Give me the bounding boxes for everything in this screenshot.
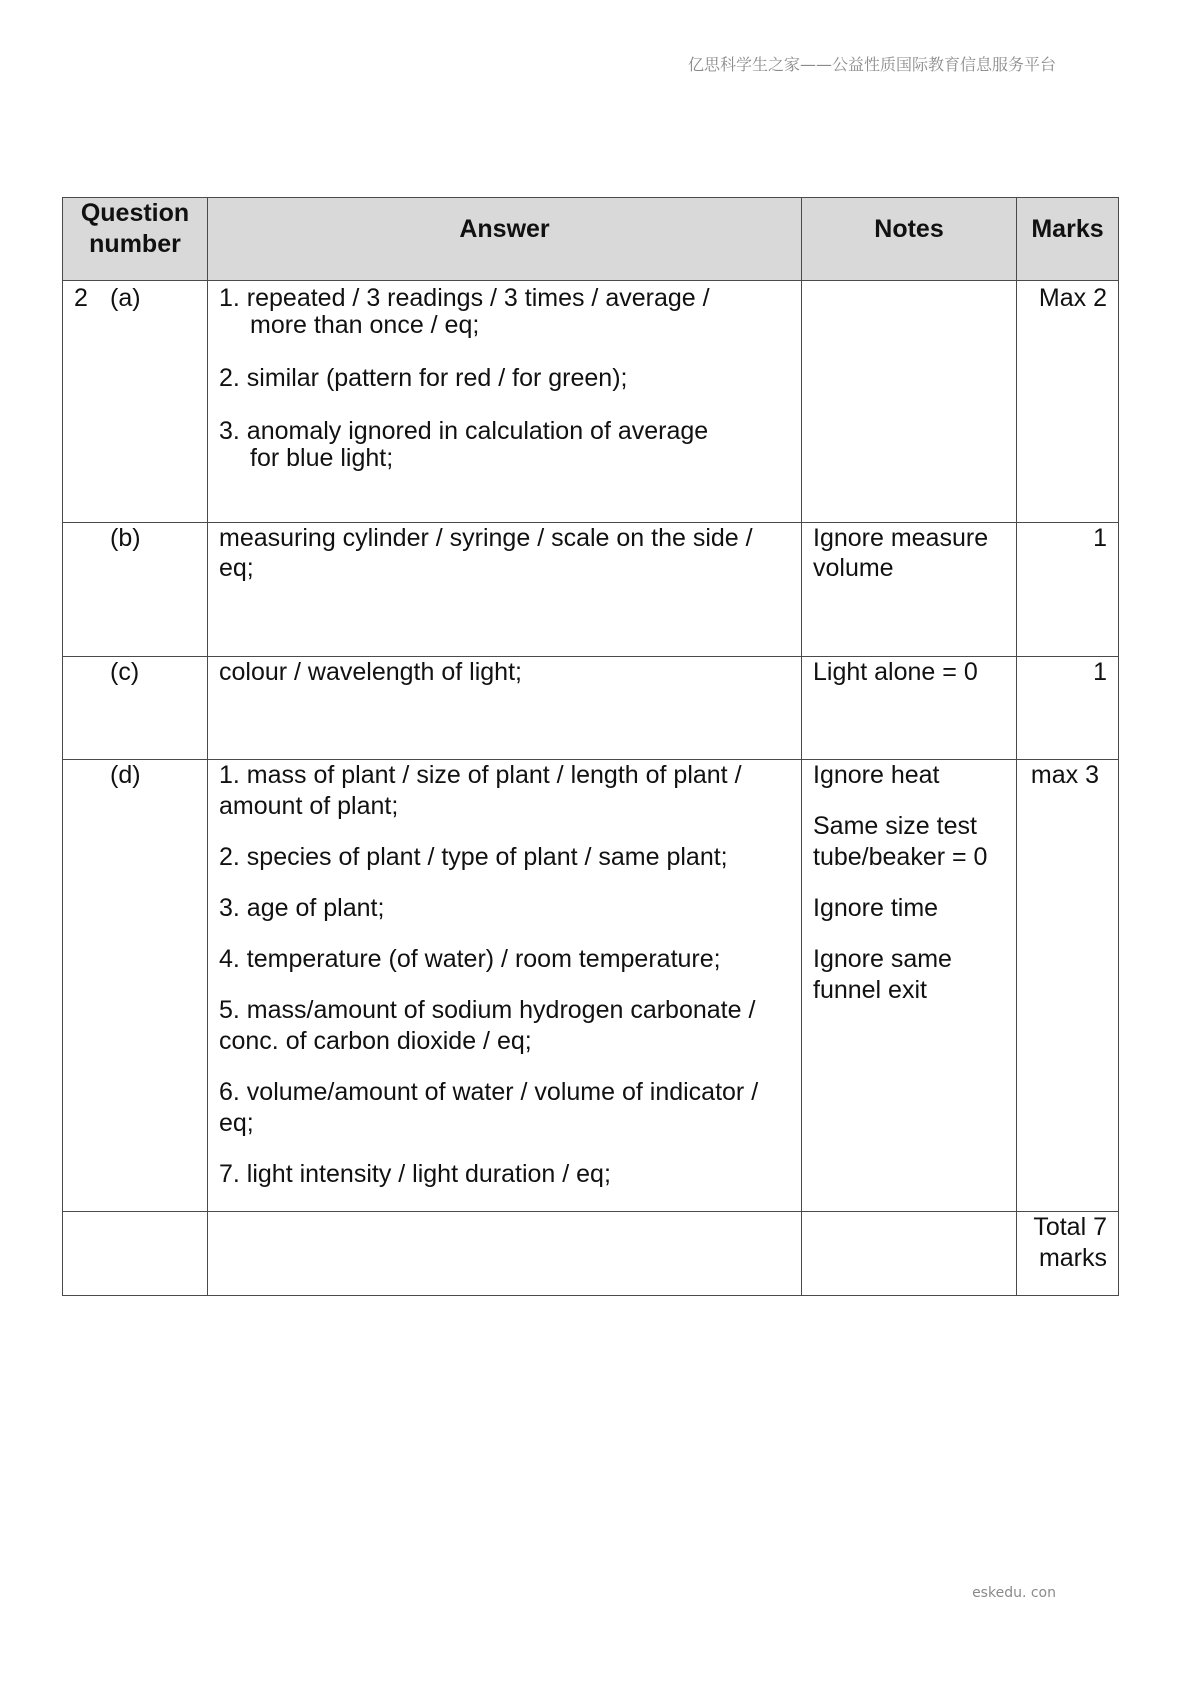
header-marks: Marks	[1017, 198, 1119, 281]
table-row-2d	[63, 760, 1119, 1212]
question-part: (d)	[110, 761, 141, 789]
answer-line: more than once / eq;	[250, 311, 480, 339]
question-number-cell	[63, 523, 208, 657]
notes-cell	[802, 281, 1017, 523]
question-number: 2	[74, 284, 88, 312]
answer-line: measuring cylinder / syringe / scale on the side /	[219, 524, 753, 552]
table-header-row	[63, 198, 1119, 281]
question-part: (b)	[110, 524, 141, 552]
answer-line: 5. mass/amount of sodium hydrogen carbonate /	[219, 996, 756, 1024]
answer-point	[219, 418, 790, 472]
answer-point	[219, 1159, 790, 1190]
answer-line: colour / wavelength of light;	[219, 658, 522, 686]
marks-cell: max 3	[1017, 760, 1119, 1212]
note-line: volume	[813, 554, 894, 582]
marks-cell: 1	[1017, 523, 1119, 657]
answer-point	[219, 523, 790, 583]
note-line: Same size test	[813, 812, 977, 840]
table-row-2a	[63, 281, 1119, 523]
question-number-cell	[63, 281, 208, 523]
answer-line: 3. anomaly ignored in calculation of average	[219, 417, 709, 445]
note-line: Ignore time	[813, 894, 939, 922]
marks-cell: 1	[1017, 657, 1119, 760]
table-row-2c	[63, 657, 1119, 760]
answer-line: 2. species of plant / type of plant / same plant;	[219, 843, 728, 871]
answer-line: eq;	[219, 554, 254, 582]
answer-line: eq;	[219, 1109, 254, 1137]
note-item	[813, 893, 1005, 924]
mark-scheme-table	[62, 197, 1119, 1296]
total-marks-line: Total 7	[1033, 1213, 1107, 1241]
note-line: funnel exit	[813, 976, 927, 1004]
answer-point	[219, 760, 790, 822]
answer-cell	[208, 760, 802, 1212]
header-notes: Notes	[802, 198, 1017, 281]
answer-line: 1. repeated / 3 readings / 3 times / average /	[219, 284, 710, 312]
answer-point	[219, 944, 790, 975]
answer-point	[219, 842, 790, 873]
note-item	[813, 523, 1005, 583]
question-part: (a)	[110, 284, 141, 312]
question-number-cell	[63, 760, 208, 1212]
note-item	[813, 811, 1005, 873]
total-marks-cell	[1017, 1212, 1119, 1296]
notes-cell	[802, 760, 1017, 1212]
answer-point	[219, 1077, 790, 1139]
answer-line: 2. similar (pattern for red / for green);	[219, 364, 628, 392]
note-item	[813, 944, 1005, 1006]
answer-line: 1. mass of plant / size of plant / length of plant /	[219, 761, 742, 789]
note-line: tube/beaker = 0	[813, 843, 988, 871]
answer-point	[219, 365, 790, 392]
question-number-cell	[63, 657, 208, 760]
notes-cell	[802, 657, 1017, 760]
answer-line: 6. volume/amount of water / volume of indicator /	[219, 1078, 759, 1106]
answer-cell	[208, 281, 802, 523]
empty-cell	[802, 1212, 1017, 1296]
answer-line: 7. light intensity / light duration / eq;	[219, 1160, 611, 1188]
answer-line: for blue light;	[250, 444, 394, 472]
note-item	[813, 657, 1005, 687]
answer-line: amount of plant;	[219, 792, 399, 820]
page-header-watermark: 亿思科学生之家——公益性质国际教育信息服务平台	[687, 55, 1056, 74]
answer-point	[219, 657, 790, 687]
page-footer-site: eskedu. con	[972, 1585, 1056, 1601]
note-line: Ignore measure	[813, 524, 989, 552]
answer-cell	[208, 523, 802, 657]
notes-cell	[802, 523, 1017, 657]
note-line: Ignore heat	[813, 761, 940, 789]
empty-cell	[63, 1212, 208, 1296]
empty-cell	[208, 1212, 802, 1296]
answer-line: 3. age of plant;	[219, 894, 385, 922]
header-question-number: Question number	[63, 198, 208, 281]
answer-point	[219, 995, 790, 1057]
note-line: Ignore same	[813, 945, 952, 973]
marks-cell: Max 2	[1017, 281, 1119, 523]
question-part: (c)	[110, 658, 140, 686]
answer-point	[219, 893, 790, 924]
header-answer: Answer	[208, 198, 802, 281]
table-row-2b	[63, 523, 1119, 657]
answer-cell	[208, 657, 802, 760]
table-row-total	[63, 1212, 1119, 1296]
note-line: Light alone = 0	[813, 658, 978, 686]
total-marks-line: marks	[1038, 1244, 1107, 1272]
note-item	[813, 760, 1005, 791]
answer-line: conc. of carbon dioxide / eq;	[219, 1027, 532, 1055]
answer-line: 4. temperature (of water) / room temperature;	[219, 945, 721, 973]
answer-point	[219, 285, 790, 339]
